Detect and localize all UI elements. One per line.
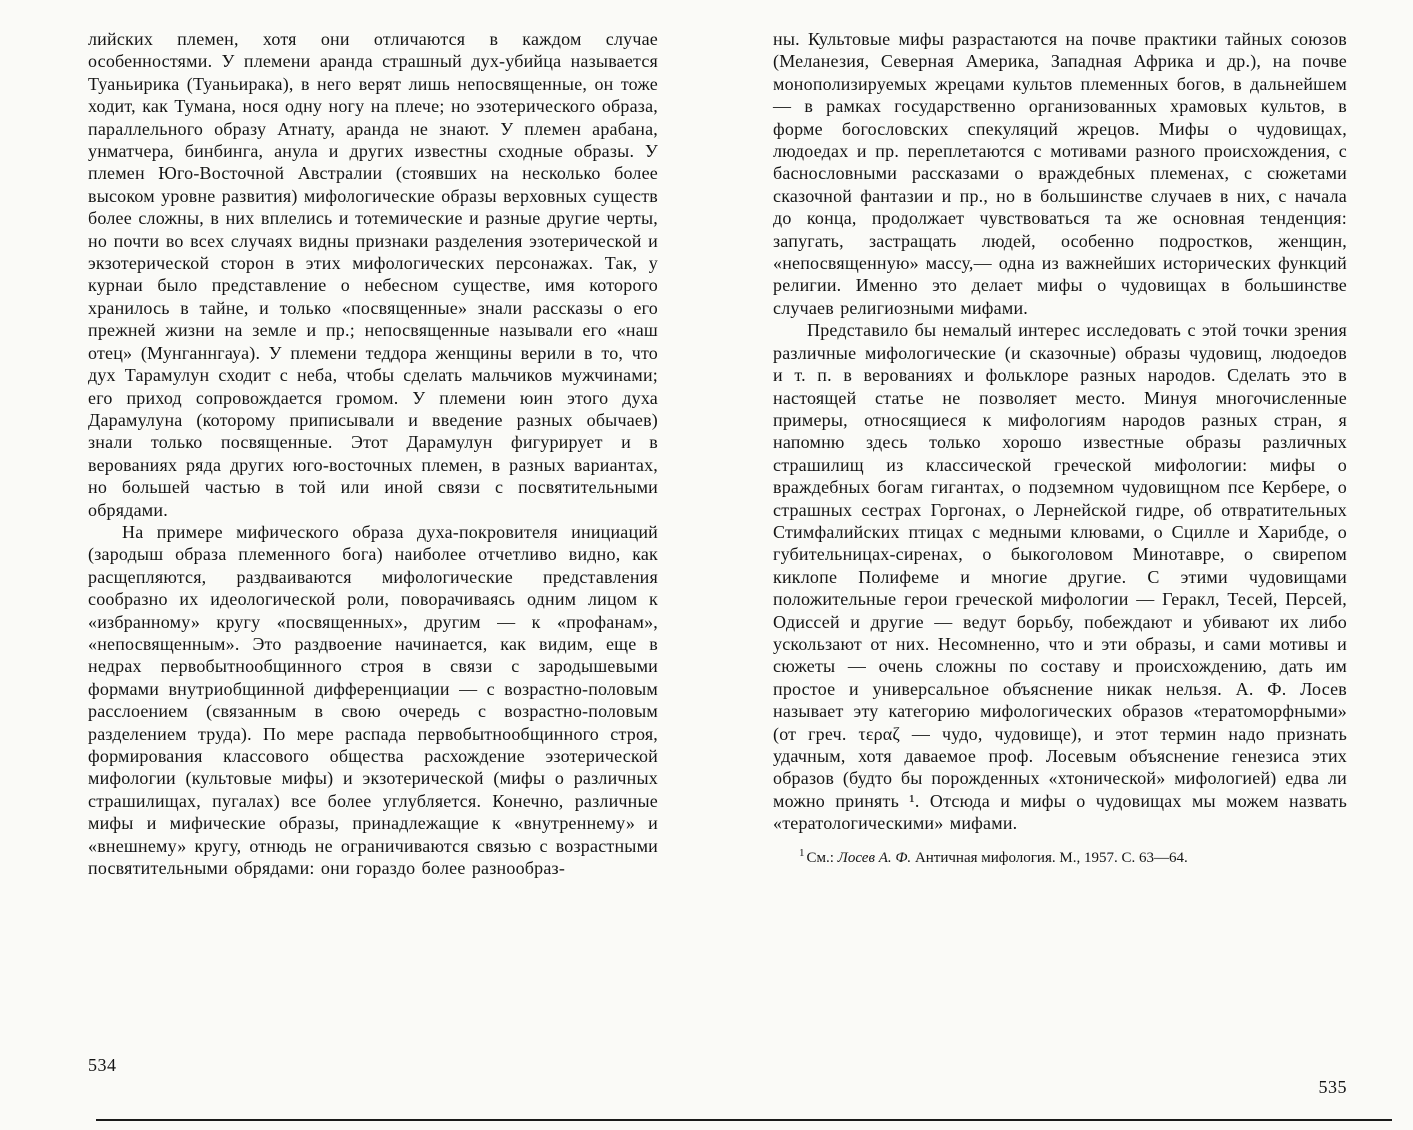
page-number-left: 534 (88, 1055, 117, 1075)
page-left-text (88, 28, 658, 879)
paragraph-continuation: ны. Культовые мифы разрастаются на почве практики тайных союзов (Меланезия, Северная Америка, Западная Африка и др.), на почве монополизируемых жрецами культов племенных богов, в дальнейшем — в рамках государственно организованных храмовых культов, в форме богословских спекуляций жрецов. Мифы о чудовищах, людоедах и пр. переплетаются с мотивами разного происхождения, с баснословными рассказами о враждебных племенах, с сюжетами сказочной фантазии и пр., но в большинстве случаев в них, с начала до конца, продолжает чувствоваться та же основная тенденция: запугать, застращать людей, особенно подростков, женщин, «непосвященную» массу,— одна из важнейших исторических функций религии. Именно это делает мифы о чудовищах в большинстве случаев религиозными мифами. (773, 29, 1347, 318)
page-right (773, 28, 1347, 1106)
footnote (773, 846, 1347, 867)
paragraph: Представило бы немалый интерес исследовать с этой точки зрения различные мифологические (и сказочные) образы чудовищ, людоедов и т. п. в верованиях и фольклоре разных народов. Сделать это в настоящей статье не позволяет место. Минуя многочисленные примеры, относящиеся к мифологиям народов разных стран, я напомню здесь только хорошо известные образы различных страшилищ из классической греческой мифологии: мифы о враждебных богам гигантах, о подземном чудовищном псе Кербере, о страшных сестрах Горгонах, о Лернейской гидре, об отвратительных Стимфалийских птицах с медными клювами, о Сцилле и Харибде, о губительницах-сиренах, о быкоголовом Минотавре, о свирепом киклопе Полифеме и многие другие. С этими чудовищами положительные герои греческой мифологии — Геракл, Тесей, Персей, Одиссей и другие — ведут борьбу, побеждают и убивают их либо ускользают от них. Несомненно, что и эти образы, и сами мотивы и сюжеты — очень сложны по составу и происхождению, дать им простое и универсальное объяснение никак нельзя. А. Ф. Лосев называет эту категорию мифологических образов «тератоморфными» (от греч. τεραζ — чудо, чудовище), и этот термин надо признать удачным, хотя даваемое проф. Лосевым объяснение генезиса этих образов (будто бы порожденных «хтонической» мифологией) едва ли можно принять ¹. Отсюда и мифы о чудовищах мы можем назвать «тератологическими» мифами. (773, 320, 1347, 834)
footnote-citation: Античная мифология. М., 1957. С. 63—64. (911, 849, 1188, 866)
page-left (88, 28, 658, 1106)
footnote-author: Лосев А. Ф. (837, 849, 912, 866)
footnote-prefix: См.: (806, 849, 838, 866)
page-right-text (773, 28, 1347, 867)
paragraph-continuation: лийских племен, хотя они отличаются в каждом случае особенностями. У племени аранда страшный дух-убийца называется Туаньирика (Туаньирака), в него верят лишь непосвященные, он тоже ходит, как Тумана, нося одну ногу на плече; но эзотерического образа, параллельного образу Атнату, аранда не знают. У племен арабана, унматчера, бинбинга, анула и других известны сходные образы. У племен Юго-Восточной Австралии (стоявших на несколько более высоком уровне развития) мифологические образы верховных существ более сложны, в них вплелись и тотемические и разные другие черты, но почти во всех случаях видны признаки разделения эзотерической и экзотерической сторон в этих мифологических персонажах. Так, у курнаи было представление о небесном существе, имя которого хранилось в тайне, и только «посвященные» знали рассказы о его прежней жизни на земле и пр.; непосвященные называли его «наш отец» (Мунганнгауа). У племени теддора женщины верили в то, что дух Тарамулун сходит с неба, чтобы сделать мальчиков мужчинами; его приход сопровождается громом. У племени юин этого духа Дарамулуна (которому приписывали и введение разных обычаев) знали только посвященные. Этот Дарамулун фигурирует и в верованиях ряда других юго-восточных племен, в разных вариантах, но большей частью в той или иной связи с посвятительными обрядами. (88, 29, 658, 520)
footnote-marker: 1 (799, 846, 805, 859)
page-number-right: 535 (1318, 1077, 1347, 1097)
paragraph: На примере мифического образа духа-покровителя инициаций (зародыш образа племенного бога) наиболее отчетливо видно, как расщепляются, раздваиваются мифологические представления сообразно их идеологической роли, поворачиваясь одним лицом к «избранному» кругу «посвященных», другим — к «профанам», «непосвященным». Это раздвоение начинается, как видим, еще в недрах первобытнообщинного строя в связи с зародышевыми формами внутриобщинной дифференциации — с возрастно-половым расслоением (связанным в свою очередь с возрастно-половым разделением труда). По мере распада первобытнообщинного строя, формирования классового общества расхождение эзотерической мифологии (культовые мифы) и экзотерической (мифы о различных страшилищах, пугалах) все более углубляется. Конечно, различные мифы и мифические образы, принадлежащие к «внутреннему» и «внешнему» кругу, отнюдь не ограничиваются связью с возрастными посвятительными обрядами: они гораздо более разнообраз- (88, 521, 658, 879)
page-edge-line (96, 1119, 1392, 1121)
